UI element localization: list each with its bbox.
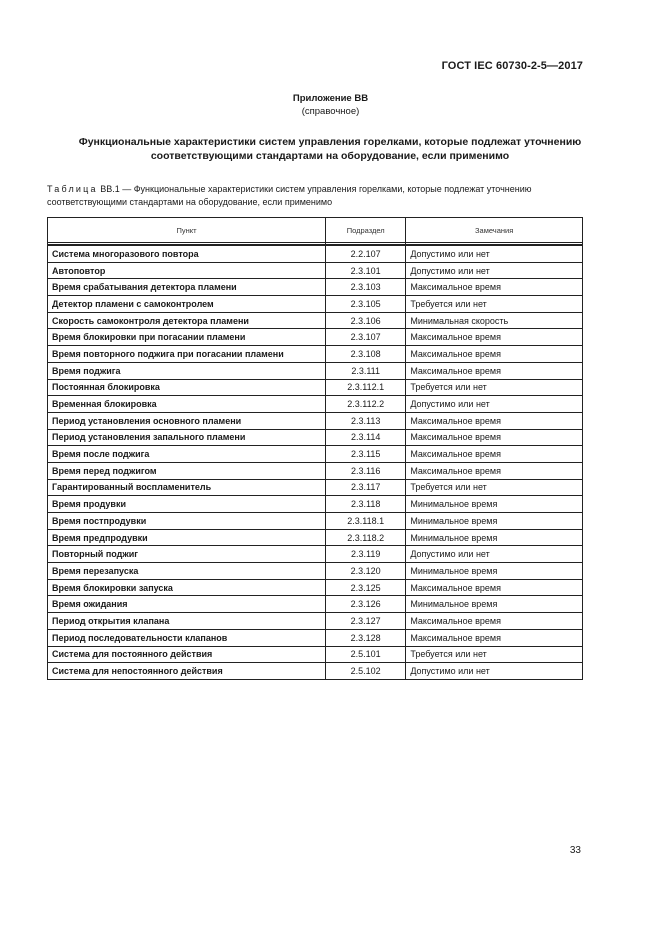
- table-row: [48, 245, 583, 262]
- row-remark: Требуется или нет: [406, 479, 583, 496]
- row-subclause: 2.3.117: [326, 479, 406, 496]
- row-item: Гарантированный воспламенитель: [48, 479, 326, 496]
- row-remark: Максимальное время: [406, 279, 583, 296]
- row-subclause: 2.3.107: [326, 329, 406, 346]
- row-subclause: 2.3.115: [326, 446, 406, 463]
- table-row: [48, 646, 583, 663]
- caption-line-1: [47, 183, 592, 196]
- row-item: Система многоразового повтора: [48, 245, 326, 262]
- section-heading: [40, 135, 620, 163]
- row-item: Период открытия клапана: [48, 613, 326, 630]
- header-item: Пункт: [48, 218, 326, 243]
- row-item: Период установления основного пламени: [48, 412, 326, 429]
- annex-note: (справочное): [301, 106, 360, 117]
- row-subclause: 2.3.101: [326, 262, 406, 279]
- row-subclause: 2.3.118: [326, 496, 406, 513]
- row-subclause: 2.3.114: [326, 429, 406, 446]
- table-row: [48, 362, 583, 379]
- row-item: Время поджига: [48, 362, 326, 379]
- table-row: [48, 529, 583, 546]
- row-subclause: 2.3.113: [326, 412, 406, 429]
- standard-code: ГОСТ IEC 60730-2-5—2017: [441, 60, 583, 72]
- table-row: [48, 396, 583, 413]
- row-subclause: 2.3.112.2: [326, 396, 406, 413]
- row-subclause: 2.3.103: [326, 279, 406, 296]
- row-subclause: 2.3.120: [326, 563, 406, 580]
- table-row: [48, 429, 583, 446]
- page-number: 33: [569, 845, 581, 856]
- row-remark: Допустимо или нет: [406, 396, 583, 413]
- table-header-row: [48, 218, 583, 243]
- row-subclause: 2.3.125: [326, 579, 406, 596]
- table-row: [48, 579, 583, 596]
- row-subclause: 2.3.105: [326, 296, 406, 313]
- row-remark: Максимальное время: [406, 629, 583, 646]
- row-remark: Максимальное время: [406, 613, 583, 630]
- row-item: Время блокировки при погасании пламени: [48, 329, 326, 346]
- row-remark: Максимальное время: [406, 446, 583, 463]
- table-row: [48, 546, 583, 563]
- table-row: [48, 462, 583, 479]
- table-row: [48, 262, 583, 279]
- row-item: Скорость самоконтроля детектора пламени: [48, 312, 326, 329]
- table-row: [48, 596, 583, 613]
- row-subclause: 2.2.107: [326, 245, 406, 262]
- table-row: [48, 513, 583, 530]
- row-remark: Требуется или нет: [406, 379, 583, 396]
- row-remark: Максимальное время: [406, 579, 583, 596]
- caption-label: Таблица: [47, 184, 98, 194]
- row-remark: Максимальное время: [406, 346, 583, 363]
- table-row: [48, 412, 583, 429]
- row-remark: Максимальное время: [406, 412, 583, 429]
- row-item: Время перезапуска: [48, 563, 326, 580]
- table-row: [48, 563, 583, 580]
- row-remark: Минимальное время: [406, 496, 583, 513]
- row-subclause: 2.3.111: [326, 362, 406, 379]
- table-row: [48, 629, 583, 646]
- row-item: Система для непостоянного действия: [48, 663, 326, 680]
- row-item: Временная блокировка: [48, 396, 326, 413]
- row-item: Время после поджига: [48, 446, 326, 463]
- row-subclause: 2.3.116: [326, 462, 406, 479]
- caption-text: ВВ.1 — Функциональные характеристики систем управления горелками, которые подлежат уточнению: [97, 184, 532, 194]
- header-remarks: Замечания: [406, 218, 583, 243]
- row-item: Период последовательности клапанов: [48, 629, 326, 646]
- row-remark: Минимальное время: [406, 563, 583, 580]
- header-subclause: Подраздел: [326, 218, 406, 243]
- table-row: [48, 379, 583, 396]
- row-item: Время блокировки запуска: [48, 579, 326, 596]
- table-row: [48, 296, 583, 313]
- characteristics-table: [47, 217, 583, 680]
- row-remark: Максимальное время: [406, 429, 583, 446]
- table-row: [48, 329, 583, 346]
- row-remark: Допустимо или нет: [406, 546, 583, 563]
- heading-line-2: соответствующими стандартами на оборудование, если применимо: [150, 150, 510, 162]
- table-row: [48, 346, 583, 363]
- caption-line-2: соответствующими стандартами на оборудование, если применимо: [47, 197, 333, 207]
- row-remark: Максимальное время: [406, 362, 583, 379]
- row-item: Время предпродувки: [48, 529, 326, 546]
- row-subclause: 2.3.118.2: [326, 529, 406, 546]
- row-remark: Минимальное время: [406, 596, 583, 613]
- row-remark: Минимальное время: [406, 513, 583, 530]
- table-row: [48, 479, 583, 496]
- annex-block: [0, 92, 661, 118]
- row-remark: Допустимо или нет: [406, 262, 583, 279]
- row-subclause: 2.3.127: [326, 613, 406, 630]
- table-caption: [47, 183, 592, 209]
- row-item: Повторный поджиг: [48, 546, 326, 563]
- row-subclause: 2.3.106: [326, 312, 406, 329]
- table-row: [48, 663, 583, 680]
- row-remark: Требуется или нет: [406, 646, 583, 663]
- row-item: Время срабатывания детектора пламени: [48, 279, 326, 296]
- row-item: Время ожидания: [48, 596, 326, 613]
- heading-line-1: Функциональные характеристики систем управления горелками, которые подлежат уточнению: [78, 136, 582, 148]
- row-subclause: 2.3.112.1: [326, 379, 406, 396]
- table-row: [48, 446, 583, 463]
- row-item: Время перед поджигом: [48, 462, 326, 479]
- annex-title: Приложение ВВ: [292, 93, 369, 104]
- row-item: Период установления запального пламени: [48, 429, 326, 446]
- row-remark: Минимальное время: [406, 529, 583, 546]
- row-item: Время повторного поджига при погасании пламени: [48, 346, 326, 363]
- row-remark: Допустимо или нет: [406, 245, 583, 262]
- table-row: [48, 279, 583, 296]
- row-subclause: 2.5.101: [326, 646, 406, 663]
- row-remark: Максимальное время: [406, 329, 583, 346]
- row-item: Детектор пламени с самоконтролем: [48, 296, 326, 313]
- row-item: Время продувки: [48, 496, 326, 513]
- row-subclause: 2.3.119: [326, 546, 406, 563]
- row-item: Автоповтор: [48, 262, 326, 279]
- row-item: Время постпродувки: [48, 513, 326, 530]
- row-subclause: 2.3.126: [326, 596, 406, 613]
- row-subclause: 2.3.108: [326, 346, 406, 363]
- row-subclause: 2.3.128: [326, 629, 406, 646]
- row-remark: Требуется или нет: [406, 296, 583, 313]
- row-item: Постоянная блокировка: [48, 379, 326, 396]
- row-subclause: 2.3.118.1: [326, 513, 406, 530]
- table-row: [48, 613, 583, 630]
- row-item: Система для постоянного действия: [48, 646, 326, 663]
- row-remark: Максимальное время: [406, 462, 583, 479]
- row-subclause: 2.5.102: [326, 663, 406, 680]
- table-body: [48, 245, 583, 679]
- row-remark: Минимальная скорость: [406, 312, 583, 329]
- table-row: [48, 496, 583, 513]
- table-row: [48, 312, 583, 329]
- row-remark: Допустимо или нет: [406, 663, 583, 680]
